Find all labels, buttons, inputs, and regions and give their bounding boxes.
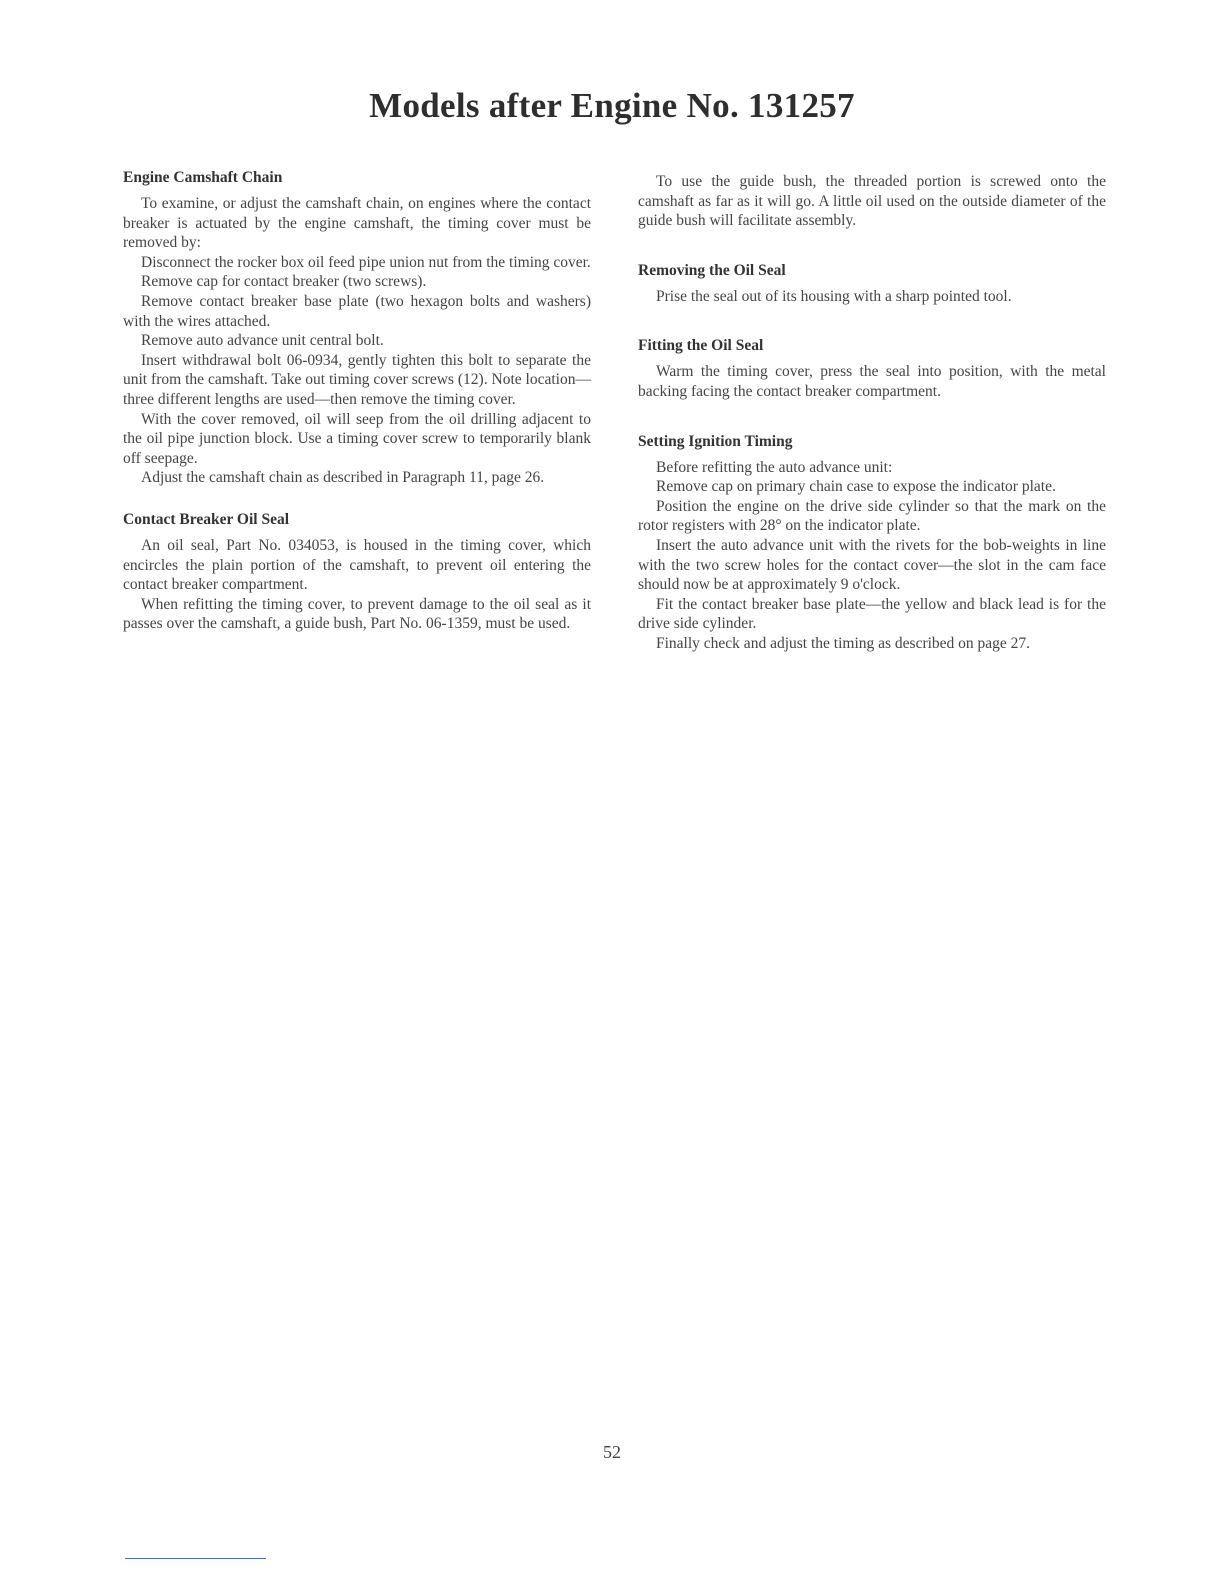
- paragraph: With the cover removed, oil will seep from the oil drilling adjacent to the oil pipe junction block. Use a timing cover screw to temporarily blank off seepage.: [123, 410, 591, 467]
- paragraph: Position the engine on the drive side cylinder so that the mark on the rotor registers with 28° on the indicator plate.: [638, 497, 1106, 535]
- section-engine-camshaft-chain: [123, 168, 591, 488]
- paragraph: Remove cap for contact breaker (two screws).: [141, 273, 427, 291]
- section-fitting-oil-seal: [638, 336, 1106, 401]
- section-heading: Setting Ignition Timing: [638, 432, 793, 450]
- paragraph: Fit the contact breaker base plate—the yellow and black lead is for the drive side cylinder.: [638, 595, 1106, 633]
- paragraph: Before refitting the auto advance unit:: [656, 458, 893, 476]
- section-contact-breaker-oil-seal: [123, 510, 591, 634]
- section-heading: Removing the Oil Seal: [638, 261, 786, 279]
- paragraph: Warm the timing cover, press the seal into position, with the metal backing facing the contact breaker compartment.: [638, 363, 1106, 400]
- paragraph: Remove contact breaker base plate (two hexagon bolts and washers) with the wires attached.: [123, 292, 591, 330]
- paragraph: Remove cap on primary chain case to expose the indicator plate.: [656, 478, 1056, 496]
- paragraph: Insert the auto advance unit with the rivets for the bob-weights in line with the two screw holes for the contact cover—the slot in the cam face should now be at approximately 9 o'clock.: [638, 536, 1106, 594]
- section-heading: Contact Breaker Oil Seal: [123, 510, 290, 528]
- paragraph: An oil seal, Part No. 034053, is housed in the timing cover, which encircles the plain portion of the camshaft, to prevent oil entering the contact breaker compartment.: [123, 536, 591, 594]
- paragraph: Disconnect the rocker box oil feed pipe union nut from the timing cover.: [141, 253, 591, 271]
- paragraph: When refitting the timing cover, to prevent damage to the oil seal as it passes over the camshaft, a guide bush, Part No. 06-1359, must be used.: [123, 595, 591, 633]
- section-heading: Engine Camshaft Chain: [123, 169, 283, 186]
- paragraph: To examine, or adjust the camshaft chain, on engines where the contact breaker is actuated by the engine camshaft, the timing cover must be removed by:: [123, 195, 591, 252]
- paragraph: Remove auto advance unit central bolt.: [141, 332, 384, 350]
- section-guide-bush: [638, 172, 1106, 231]
- right-column: [638, 168, 1106, 684]
- paragraph: Finally check and adjust the timing as described on page 27.: [656, 634, 1031, 652]
- paragraph: To use the guide bush, the threaded portion is screwed onto the camshaft as far as it will go. A little oil used on the outside diameter of the guide bush will facilitate assembly.: [638, 173, 1106, 230]
- footer-rule: [125, 1558, 266, 1559]
- section-heading: Fitting the Oil Seal: [638, 337, 764, 355]
- section-setting-ignition-timing: [638, 432, 1106, 654]
- paragraph: Adjust the camshaft chain as described in Paragraph 11, page 26.: [141, 469, 545, 487]
- page-title: Models after Engine No. 131257: [369, 86, 855, 125]
- paragraph: Insert withdrawal bolt 06-0934, gently tighten this bolt to separate the unit from the camshaft. Take out timing cover screws (12). Note location—three different lengths are used—then remove the timing cover.: [123, 351, 591, 408]
- page-number: 52: [603, 1442, 621, 1462]
- left-column: [123, 168, 591, 656]
- paragraph: Prise the seal out of its housing with a sharp pointed tool.: [656, 287, 1012, 305]
- section-removing-oil-seal: [638, 261, 1106, 307]
